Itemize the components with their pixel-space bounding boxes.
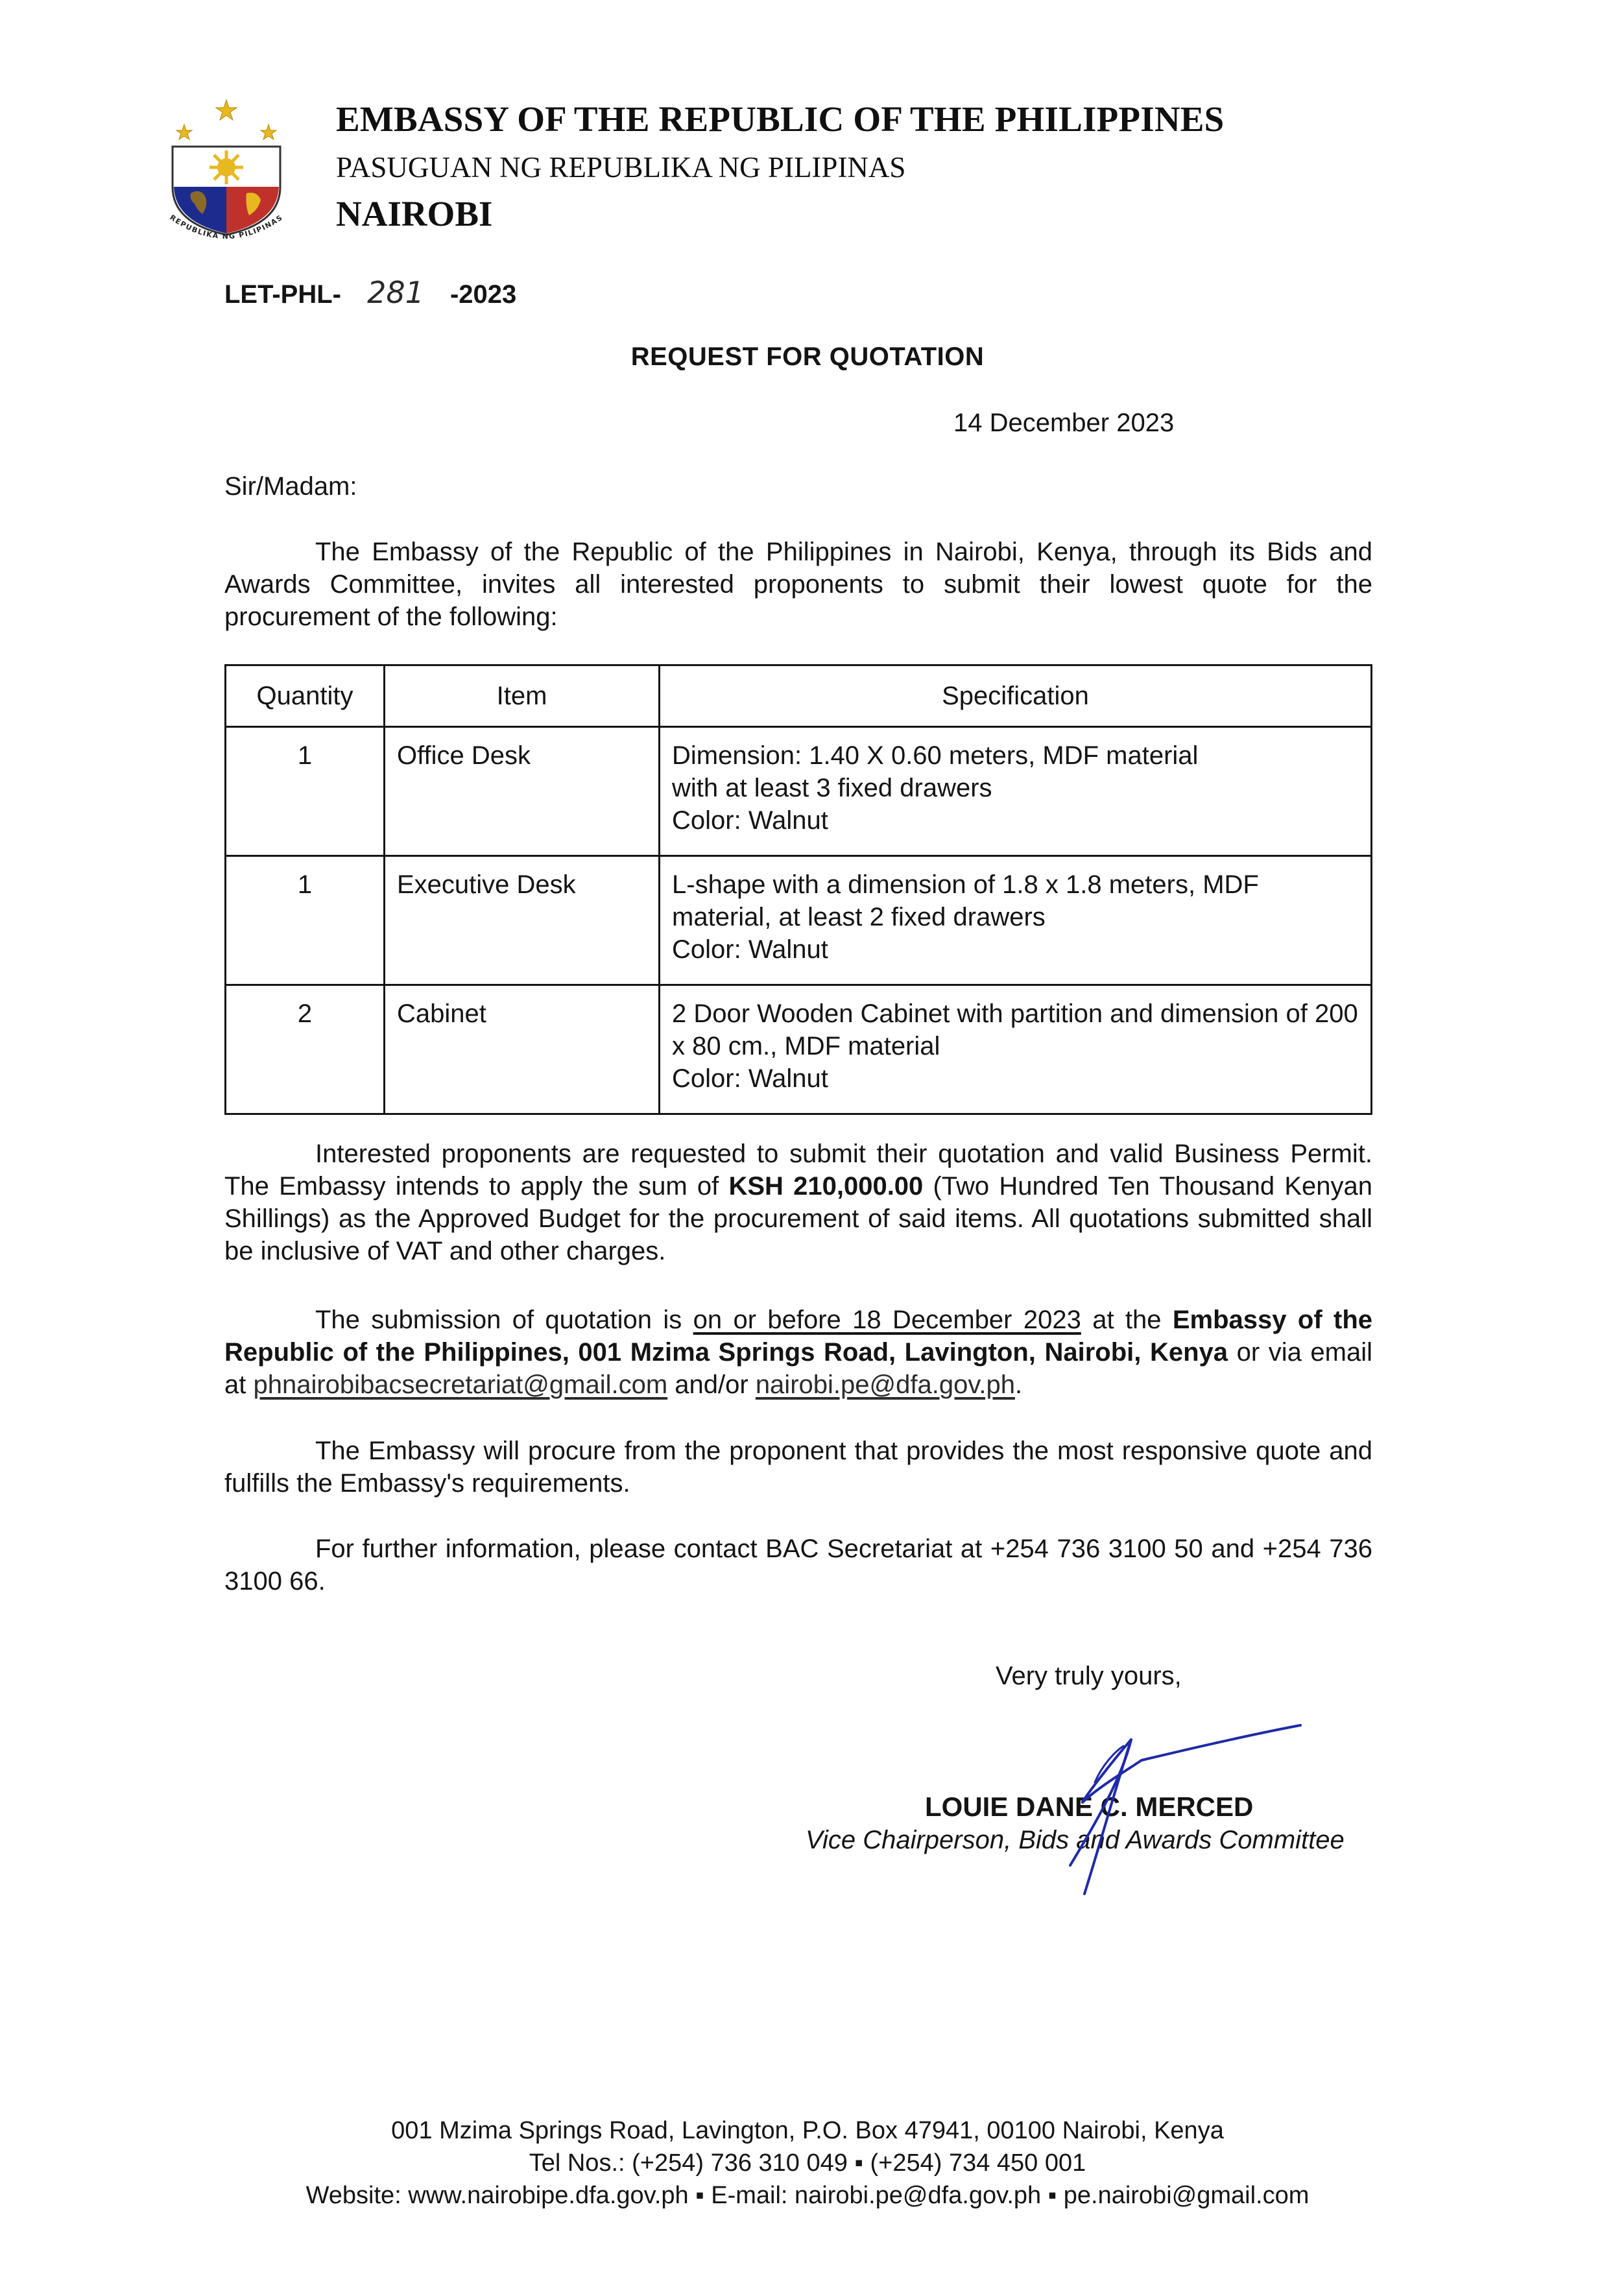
reference-prefix: LET-PHL- xyxy=(224,280,341,309)
seal-ring-text: REPUBLIKA NG PILIPINAS xyxy=(168,213,285,241)
submission-deadline: on or before 18 December 2023 xyxy=(693,1306,1081,1334)
budget-text-start: Interested proponents are requested to submit their quotation and valid Business Permit. The Embassy intends to apply the sum of xyxy=(224,1140,1372,1201)
signer-title: Vice Chairperson, Bids and Awards Committee xyxy=(806,1826,1345,1854)
spec-color: Color: Walnut xyxy=(672,935,828,964)
item-cell: Office Desk xyxy=(385,727,660,856)
table-row xyxy=(226,856,1372,985)
quantity-cell: 1 xyxy=(226,727,385,856)
contact-paragraph: For further information, please contact BAC Secretariat at +254 736 3100 50 and +254 736 3100 66. xyxy=(224,1535,1372,1596)
seal-stars xyxy=(176,100,276,139)
embassy-name: EMBASSY OF THE REPUBLIC OF THE PHILIPPINES xyxy=(336,99,1225,139)
footer-phones: Tel Nos.: (+254) 736 310 049 ▪ (+254) 734 450 001 xyxy=(529,2149,1086,2177)
reference-number: 281 xyxy=(367,275,424,310)
signer-name: LOUIE DANE C. MERCED xyxy=(925,1791,1254,1822)
intro-paragraph: The Embassy of the Republic of the Philippines in Nairobi, Kenya, through its Bids and Awards Committee, invites all interested proponents to submit their lowest quote for the procurement of the following: xyxy=(224,538,1372,631)
specification-cell xyxy=(660,727,1372,856)
philippine-seal-logo xyxy=(154,96,298,265)
submission-text-middle: at the xyxy=(1081,1306,1173,1334)
quantity-cell: 2 xyxy=(226,985,385,1114)
embassy-name-filipino: PASUGUAN NG REPUBLIKA NG PILIPINAS xyxy=(336,151,906,184)
seal-sun-center xyxy=(217,158,235,176)
table-row xyxy=(226,985,1372,1114)
spec-line: Dimension: 1.40 X 0.60 meters, MDF material xyxy=(672,741,1199,770)
submission-andor: and/or xyxy=(667,1370,756,1399)
quantity-cell: 1 xyxy=(226,856,385,985)
footer-web-email: Website: www.nairobipe.dfa.gov.ph ▪ E-mail: nairobi.pe@dfa.gov.ph ▪ pe.nairobi@gmail.com xyxy=(305,2182,1310,2209)
reference-suffix: -2023 xyxy=(449,280,517,309)
table-header-row xyxy=(226,665,1372,727)
embassy-email-link[interactable]: nairobi.pe@dfa.gov.ph xyxy=(755,1370,1015,1399)
submission-address: Embassy of the Republic of the Philippines, 001 Mzima Springs Road, Lavington, Nairobi, Kenya xyxy=(224,1306,1372,1367)
items-table xyxy=(224,664,1372,1115)
item-cell: Cabinet xyxy=(385,985,660,1114)
bac-email-link[interactable]: phnairobibacsecretariat@gmail.com xyxy=(253,1370,668,1399)
column-header-specification: Specification xyxy=(660,665,1372,727)
footer-address: 001 Mzima Springs Road, Lavington, P.O. Box 47941, 00100 Nairobi, Kenya xyxy=(391,2117,1224,2144)
letter-date: 14 December 2023 xyxy=(953,409,1175,437)
spec-color: Color: Walnut xyxy=(672,806,828,835)
embassy-city: NAIROBI xyxy=(336,194,493,233)
item-cell: Executive Desk xyxy=(385,856,660,985)
submission-end: . xyxy=(1014,1370,1023,1399)
specification-cell xyxy=(660,856,1372,985)
specification-cell xyxy=(660,985,1372,1114)
salutation: Sir/Madam: xyxy=(224,472,357,501)
budget-amount: KSH 210,000.00 xyxy=(728,1172,924,1201)
spec-line: 2 Door Wooden Cabinet with partition and dimension of 200 x 80 cm., MDF material xyxy=(672,999,1358,1060)
budget-text-end: (Two Hundred Ten Thousand Kenyan Shillings) as the Approved Budget for the procurement of said items. All quotations submitted shall be inclusive of VAT and other charges. xyxy=(224,1172,1372,1265)
spec-line: L-shape with a dimension of 1.8 x 1.8 meters, MDF material, at least 2 fixed drawers xyxy=(672,870,1259,931)
submission-paragraph xyxy=(224,1304,1372,1401)
procure-paragraph: The Embassy will procure from the proponent that provides the most responsive quote and fulfills the Embassy's requirements. xyxy=(224,1437,1372,1498)
submission-text-start: The submission of quotation is xyxy=(315,1306,693,1334)
budget-paragraph xyxy=(224,1138,1372,1267)
document-title: REQUEST FOR QUOTATION xyxy=(630,342,985,371)
table-row xyxy=(226,727,1372,856)
spec-line: with at least 3 fixed drawers xyxy=(672,774,992,802)
column-header-item: Item xyxy=(385,665,660,727)
spec-color: Color: Walnut xyxy=(672,1064,828,1093)
letter-reference xyxy=(224,275,516,310)
handwritten-signature xyxy=(902,1706,1317,1900)
closing-line: Very truly yours, xyxy=(996,1662,1182,1690)
column-header-quantity: Quantity xyxy=(226,665,385,727)
submission-or-email: or via email at xyxy=(224,1338,1372,1399)
